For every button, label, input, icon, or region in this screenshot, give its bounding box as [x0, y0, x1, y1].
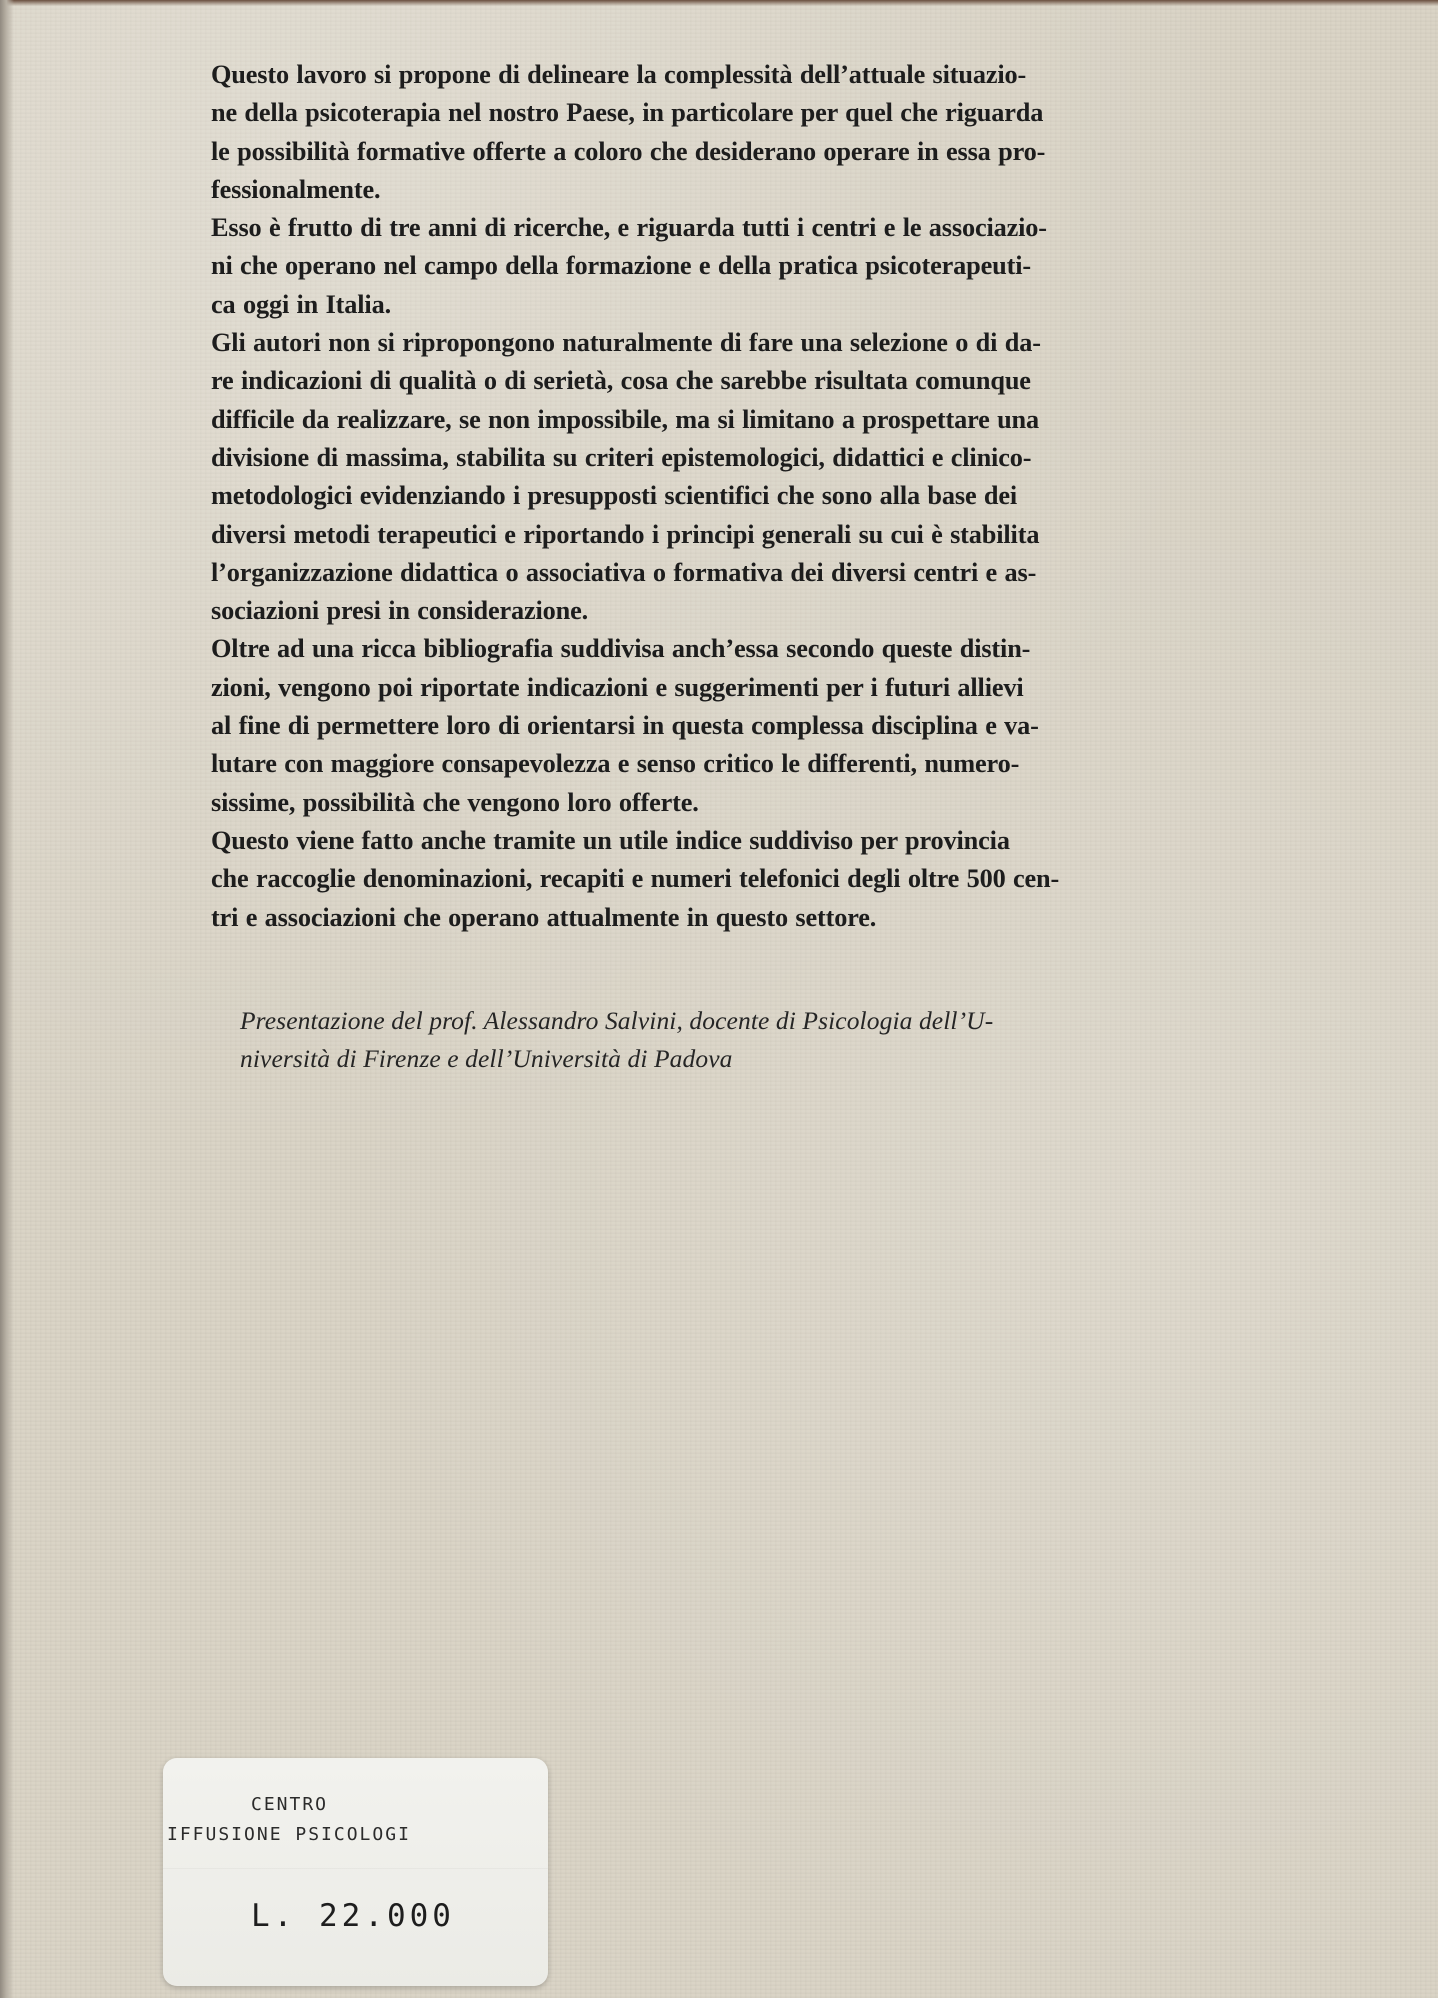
description-line: le possibilità formative offerte a coloro che desiderano operare in essa pro- [211, 136, 1046, 166]
sticker-seller-line-2: IFFUSIONE PSICOLOGI [167, 1824, 411, 1845]
description-line: l’organizzazione didattica o associativa o formativa dei diversi centri e as- [211, 557, 1037, 587]
presentation-credit [240, 1002, 1220, 1078]
description-line: lutare con maggiore consapevolezza e senso critico le differenti, numero- [211, 749, 1020, 779]
description-line: Oltre ad una ricca bibliografia suddivisa anch’essa secondo queste distin- [211, 634, 1031, 664]
description-line: al fine di permettere loro di orientarsi in questa complessa disciplina e va- [211, 711, 1039, 741]
description-line: ni che operano nel campo della formazione e della pratica psicoterapeuti- [211, 251, 1031, 281]
price-value: L. 22.000 [251, 1898, 455, 1934]
description-line: ca oggi in Italia. [211, 289, 391, 319]
description-line: tri e associazioni che operano attualmente in questo settore. [211, 902, 877, 932]
description-line: Questo lavoro si propone di delineare la complessità dell’attuale situazio- [211, 60, 1027, 89]
description-line: re indicazioni di qualità o di serietà, cosa che sarebbe risultata comunque [211, 366, 1031, 396]
description-line: zioni, vengono poi riportate indicazioni e suggerimenti per i futuri allievi [211, 672, 1024, 702]
sticker-seller-line-1: CENTRO [251, 1794, 329, 1815]
description-line: metodologici evidenziando i presupposti scientifici che sono alla base dei [211, 481, 1018, 511]
description-line: Esso è frutto di tre anni di ricerche, e riguarda tutti i centri e le associazio- [211, 213, 1047, 243]
description-line: sociazioni presi in considerazione. [211, 596, 589, 626]
presentation-line: Presentazione del prof. Alessandro Salvini, docente di Psicologia dell’U- [240, 1006, 994, 1035]
description-line: Gli autori non si ripropongono naturalmente di fare una selezione o di da- [211, 328, 1041, 358]
description-line: fessionalmente. [211, 174, 381, 204]
book-description [211, 56, 1211, 937]
description-line: diversi metodi terapeutici e riportando i principi generali su cui è stabilita [211, 519, 1040, 549]
description-line: difficile da realizzare, se non impossibile, ma si limitano a prospettare una [211, 404, 1040, 434]
description-line: ne della psicoterapia nel nostro Paese, in particolare per quel che riguarda [211, 98, 1044, 128]
presentation-line: niversità di Firenze e dell’Università di Padova [240, 1044, 733, 1073]
description-line: sissime, possibilità che vengono loro offerte. [211, 787, 699, 817]
description-line: divisione di massima, stabilita su criteri epistemologici, didattici e clinico- [211, 442, 1032, 472]
description-line: che raccoglie denominazioni, recapiti e numeri telefonici degli oltre 500 cen- [211, 864, 1060, 894]
top-edge-shadow [0, 0, 1438, 6]
price-sticker [163, 1758, 548, 1986]
left-edge-shadow [0, 0, 14, 1998]
description-line: Questo viene fatto anche tramite un utile indice suddiviso per provincia [211, 825, 1010, 855]
